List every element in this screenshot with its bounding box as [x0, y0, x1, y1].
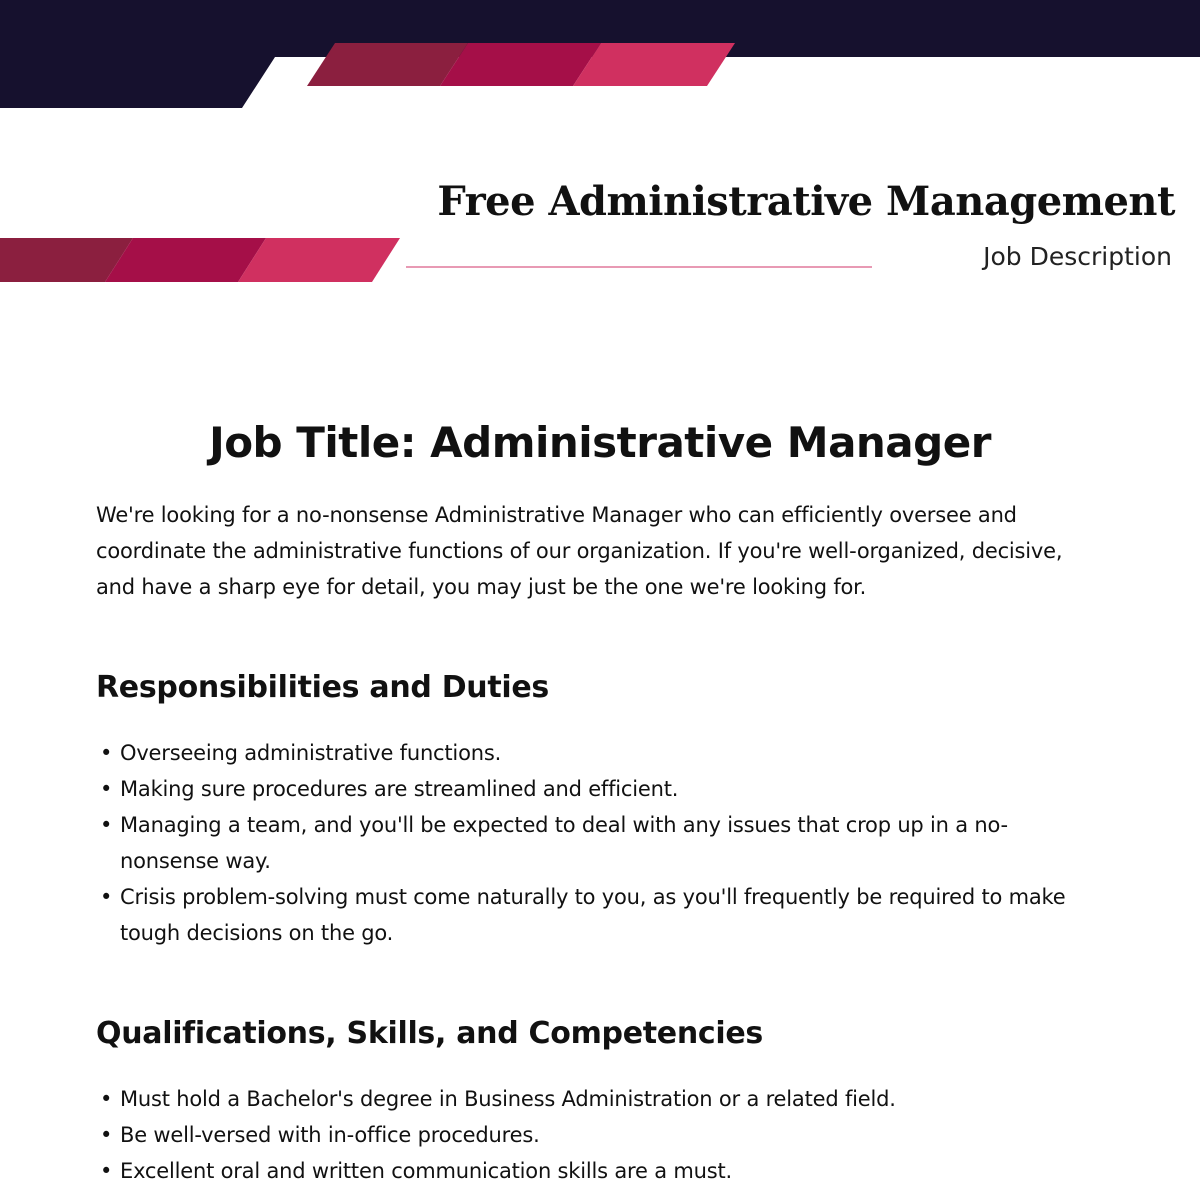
section-heading-qualifications: Qualifications, Skills, and Competencies — [96, 1016, 763, 1051]
bottom-stripe-mid — [105, 238, 266, 282]
top-stripe-mid — [440, 43, 601, 86]
list-item: • Be well-versed with in-office procedures. — [96, 1117, 1071, 1153]
list-item: • Excellent oral and written communication skills are a must. — [96, 1153, 1071, 1189]
document-title: Free Administrative Management — [437, 178, 1175, 225]
qualifications-list — [96, 1081, 1071, 1189]
list-item: • Crisis problem-solving must come naturally to you, as you'll frequently be required to make tough decisions on the go. — [96, 879, 1071, 951]
top-stripe-light — [573, 43, 735, 86]
list-item: • Managing a team, and you'll be expected to deal with any issues that crop up in a no-nonsense way. — [96, 807, 1071, 879]
list-item: • Overseeing administrative functions. — [96, 735, 1071, 771]
bottom-stripe-light — [238, 238, 400, 282]
responsibilities-list — [96, 735, 1071, 951]
section-heading-responsibilities: Responsibilities and Duties — [96, 670, 549, 705]
divider-line — [406, 266, 872, 268]
intro-paragraph: We're looking for a no-nonsense Administrative Manager who can efficiently oversee and coordinate the administrative functions of our organization. If you're well-organized, decisive, and have a sharp eye for detail, you may just be the one we're looking for. — [96, 503, 1063, 599]
list-item: • Making sure procedures are streamlined and efficient. — [96, 771, 1071, 807]
list-item: • Must hold a Bachelor's degree in Business Administration or a related field. — [96, 1081, 1071, 1117]
job-title: Job Title: Administrative Manager — [209, 418, 991, 467]
document-subtitle: Job Description — [983, 242, 1172, 271]
top-stripe-dark — [307, 43, 468, 86]
content — [96, 497, 1071, 1189]
